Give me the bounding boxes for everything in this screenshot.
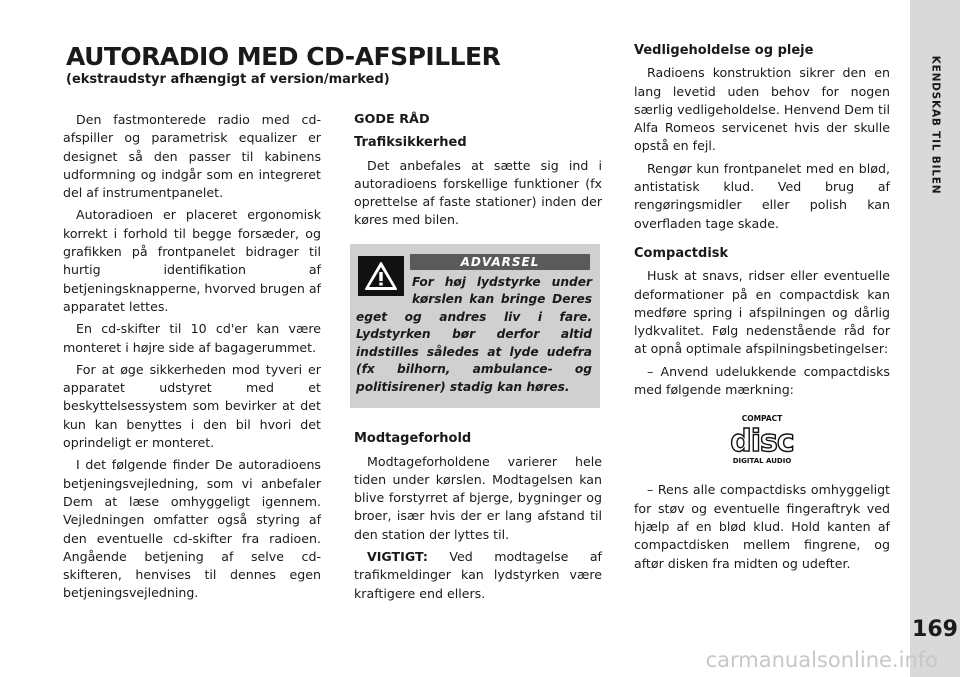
paragraph: Husk at snavs, ridser eller eventuelle deformationer på en compactdisk kan medføre spring i afspilningen og dårlig lydkvalitet. Følg nedenstående råd for at opnå optimale afspilningsbetingelser:: [634, 268, 890, 357]
column-middle: [354, 111, 602, 603]
chapter-label: [910, 40, 960, 210]
paragraph: Modtageforholdene varierer hele tiden under kørslen. Modtagelsen kan blive forstyrret af bjerge, bygninger og broer, især hvis der er lang afstand til den station der lyttes til.: [354, 453, 602, 542]
logo-main-text: disc: [730, 424, 794, 460]
logo-top-text: COMPACT: [741, 414, 783, 424]
compactdisk-heading: Compactdisk: [634, 245, 729, 261]
logo-bottom-text: DIGITAL AUDIO: [732, 457, 792, 466]
paragraph: Radioens konstruktion sikrer den en lang levetid uden behov for nogen særlig vedligeholdelse. Henvend Dem til Alfa Romeos servicenet hvis der skulle opstå en fejl.: [634, 65, 890, 154]
important-text: Ved modtagelse af trafikmeldinger kan lydstyrken være kraftigere end ellers.: [354, 549, 602, 601]
paragraph: Autoradioen er placeret ergonomisk korrekt i forhold til begge forsæder, og grafikken på frontpanelet bidrager til hurtig identifikation af betjeningsknapperne, hvorved brugen af apparatet lettes.: [63, 207, 321, 314]
page-number: 169: [912, 617, 958, 642]
paragraph: Den fastmonterede radio med cd-afspiller og parametrisk equalizer er designet så den passer til kabinens udformning og indgår som en integreret del af instrumentpanelet.: [63, 112, 321, 201]
paragraph: – Rens alle compactdisks omhyggeligt for støv og eventuelle fingeraftryk ved hjælp af en blød klud. Hold kanten af compactdisken mellem fingrene, og aftør disken fra midten og udefter.: [634, 482, 890, 571]
warning-triangle-icon: [358, 256, 404, 296]
important-note: [354, 548, 602, 603]
compact-disc-logo: [634, 413, 890, 465]
reception-heading: Modtageforhold: [354, 431, 472, 447]
watermark: carmanualsonline.info: [705, 648, 938, 672]
important-label: VIGTIGT:: [367, 549, 428, 565]
warning-label: ADVARSEL: [410, 254, 590, 270]
care-heading: Vedligeholdelse og pleje: [634, 43, 814, 58]
paragraph: En cd-skifter til 10 cd'er kan være monteret i højre side af bagagerummet.: [63, 321, 321, 355]
warning-text: For høj lydstyrke under kørslen kan bringe Deres eget og andres liv i fare. Lydstyrken bør derfor altid indstilles således at lyde udefra (fx bilhorn, ambulance- og politisirener) stadig kan høres.: [356, 274, 592, 394]
page-subtitle: (ekstraudstyr afhængigt af version/marked): [66, 72, 390, 87]
column-right: [634, 42, 890, 573]
paragraph: – Anvend udelukkende compactdisks med følgende mærkning:: [634, 363, 890, 398]
paragraph: Det anbefales at sætte sig ind i autoradioens forskellige funktioner (fx oprettelse af faste stationer) inden der køres med bilen.: [354, 157, 602, 228]
column-left: [63, 111, 321, 603]
paragraph: Rengør kun frontpanelet med en blød, antistatisk klud. Ved brug af rengøringsmidler eller polish kan overfladen tage skade.: [634, 160, 890, 231]
chapter-label-text: KENDSKAB TIL BILEN: [929, 55, 941, 195]
paragraph: I det følgende finder De autoradioens betjeningsvejledning, som vi anbefaler Dem at læse omhyggeligt igennem. Vejledningen omfatter også styring af den eventuelle cd-skifter fra radioen. Angående betjening af selve cd-skifteren, henvises til dennes egen betjeningsvejledning.: [63, 457, 321, 601]
warning-box: [350, 244, 600, 409]
traffic-safety-heading: Trafiksikkerhed: [354, 135, 467, 151]
page-title: AUTORADIO MED CD-AFSPILLER: [66, 42, 501, 71]
good-advice-heading: GODE RÅD: [354, 112, 430, 127]
paragraph: For at øge sikkerheden mod tyveri er apparatet udstyret med et beskyttelsessystem som bevirker at det kun kan benyttes i den bil hvori det oprindeligt er monteret.: [63, 361, 321, 451]
